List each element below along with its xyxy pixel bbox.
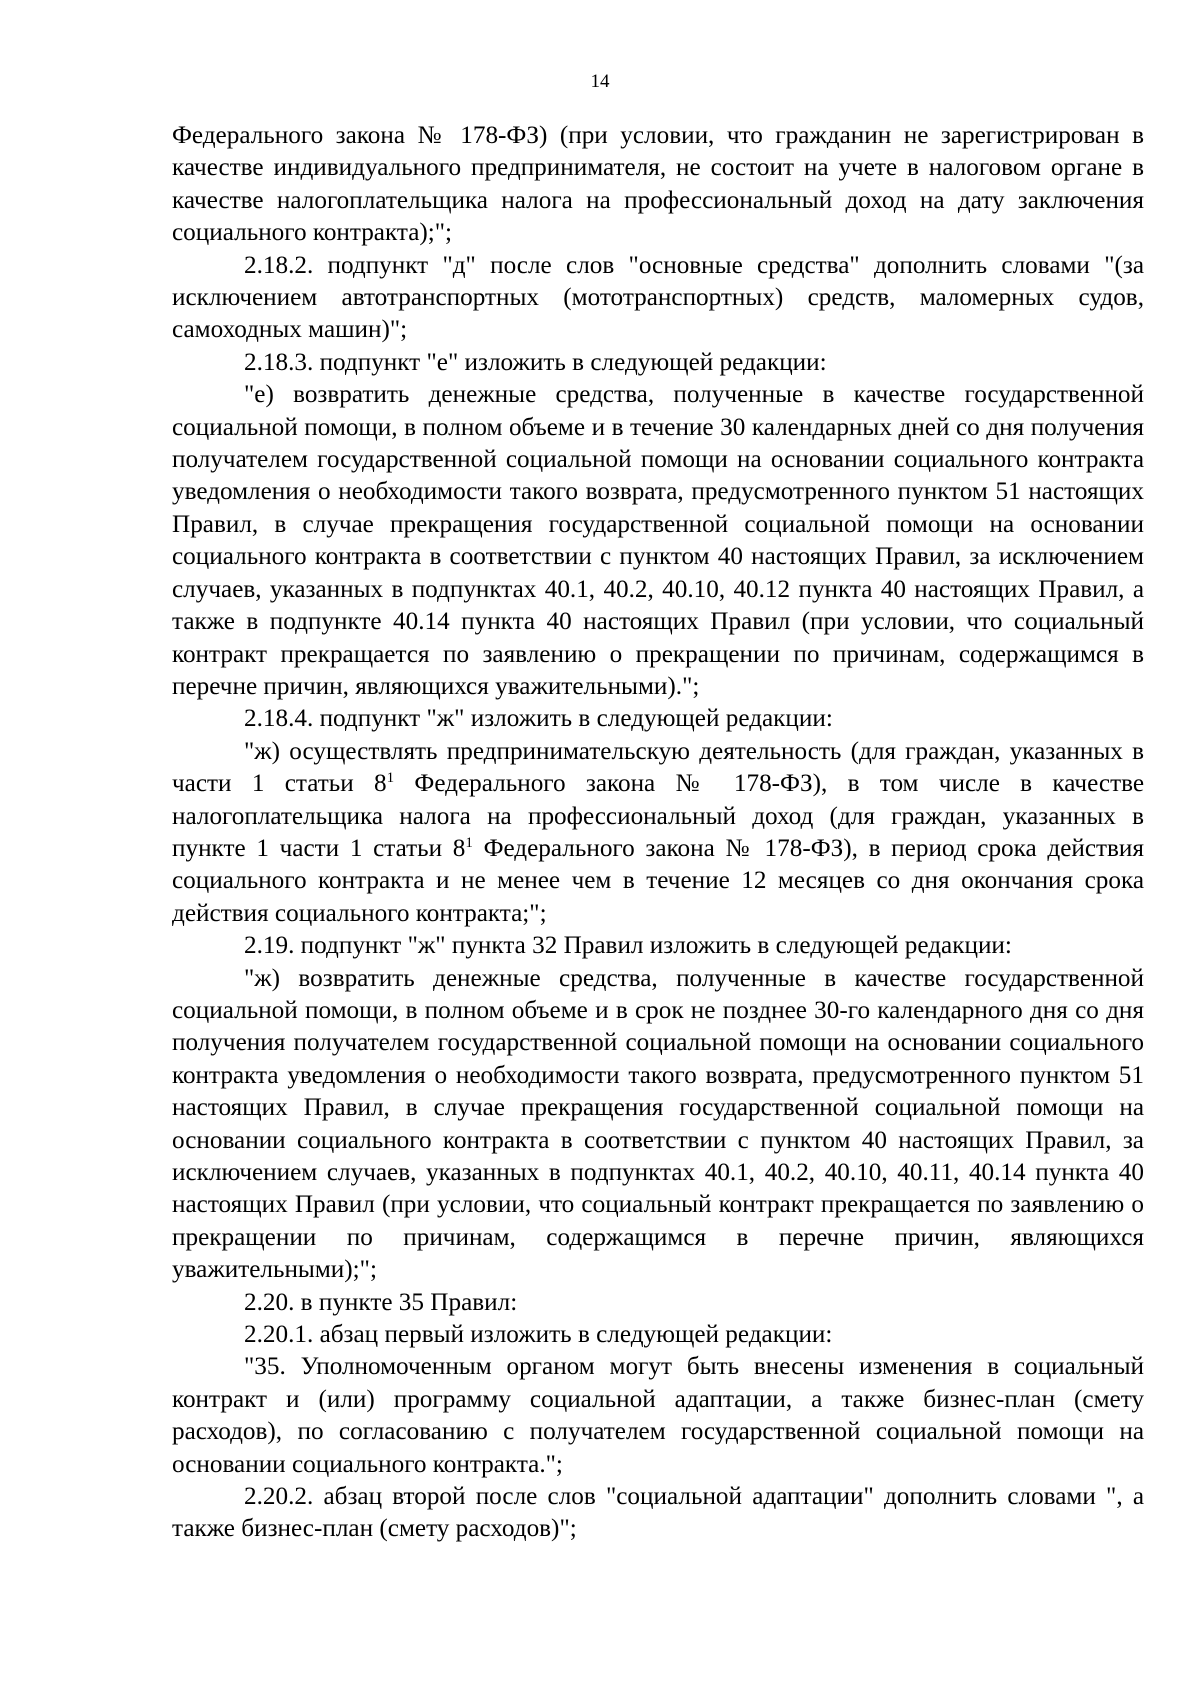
- paragraph: 2.18.4. подпункт "ж" изложить в следующей редакции:: [244, 705, 833, 733]
- paragraph: 2.19. подпункт "ж" пункта 32 Правил изложить в следующей редакции:: [244, 932, 1012, 960]
- paragraph: 2.20.2. абзац второй после слов "социальной адаптации" дополнить словами ", а также бизнес-план (смету расходов)";: [172, 1483, 1144, 1543]
- paragraph: "е) возвратить денежные средства, полученные в качестве государственной социальной помощи, в полном объеме и в течение 30 календарных дней со дня получения получателем государственной социальной помощи на основании социального контракта уведомления о необходимости такого возврата, предусмотренного пунктом 51 настоящих Правил, в случае прекращения государственной социальной помощи на основании социального контракта в соответствии с пунктом 40 настоящих Правил, за исключением случаев, указанных в подпунктах 40.1, 40.2, 40.10, 40.12 пункта 40 настоящих Правил, а также в подпункте 40.14 пункта 40 настоящих Правил (при условии, что социальный контракт прекращается по заявлению о прекращении по причинам, содержащимся в перечне причин, являющихся уважительными).";: [172, 381, 1144, 700]
- paragraph: 2.20.1. абзац первый изложить в следующей редакции:: [244, 1321, 833, 1349]
- paragraph: 2.18.3. подпункт "е" изложить в следующей редакции:: [244, 348, 827, 376]
- paragraph: "ж) возвратить денежные средства, полученные в качестве государственной социальной помощи, в полном объеме и в срок не позднее 30-го календарного дня со дня получения получателем государственной социальной помощи на основании социального контракта уведомления о необходимости такого возврата, предусмотренного пунктом 51 настоящих Правил, в случае прекращения государственной социальной помощи на основании социального контракта в соответствии с пунктом 40 настоящих Правил, за исключением случаев, указанных в подпунктах 40.1, 40.2, 40.10, 40.11, 40.14 пункта 40 настоящих Правил (при условии, что социальный контракт прекращается по заявлению о прекращении по причинам, содержащимся в перечне причин, являющихся уважительными);";: [172, 964, 1144, 1284]
- page-number: 14: [590, 71, 610, 92]
- paragraph-text: Федерального закона № 178-ФЗ), в том числе в качестве налогоплательщика налога на профессиональный доход (для граждан, указанных в пункте 1 части 1 статьи 8: [172, 770, 1144, 862]
- paragraph: Федерального закона № 178-ФЗ) (при условии, что гражданин не зарегистрирован в качестве индивидуального предпринимателя, не состоит на учете в налоговом органе в качестве налогоплательщика налога на профессиональный доход на дату заключения социального контракта);";: [172, 122, 1144, 247]
- superscript: 1: [465, 834, 473, 851]
- paragraph: [172, 736, 1144, 930]
- superscript: 1: [386, 770, 395, 787]
- paragraph: 2.20. в пункте 35 Правил:: [244, 1288, 518, 1316]
- paragraph-text: "ж) осуществлять предпринимательскую деятельность (для граждан, указанных в части 1 статьи 8: [172, 737, 1144, 798]
- document-body: [172, 120, 1144, 1546]
- paragraph-text: Федерального закона № 178-ФЗ), в период срока действия социального контракта и не менее чем в течение 12 месяцев со дня окончания срока действия социального контракта;";: [172, 834, 1144, 927]
- paragraph: 2.18.2. подпункт "д" после слов "основные средства" дополнить словами "(за исключением автотранспортных (мототранспортных) средств, маломерных судов, самоходных машин)";: [172, 251, 1144, 344]
- paragraph: "35. Уполномоченным органом могут быть внесены изменения в социальный контракт и (или) программу социальной адаптации, а также бизнес-план (смету расходов), по согласованию с получателем государственной социальной помощи на основании социального контракта.";: [172, 1353, 1144, 1478]
